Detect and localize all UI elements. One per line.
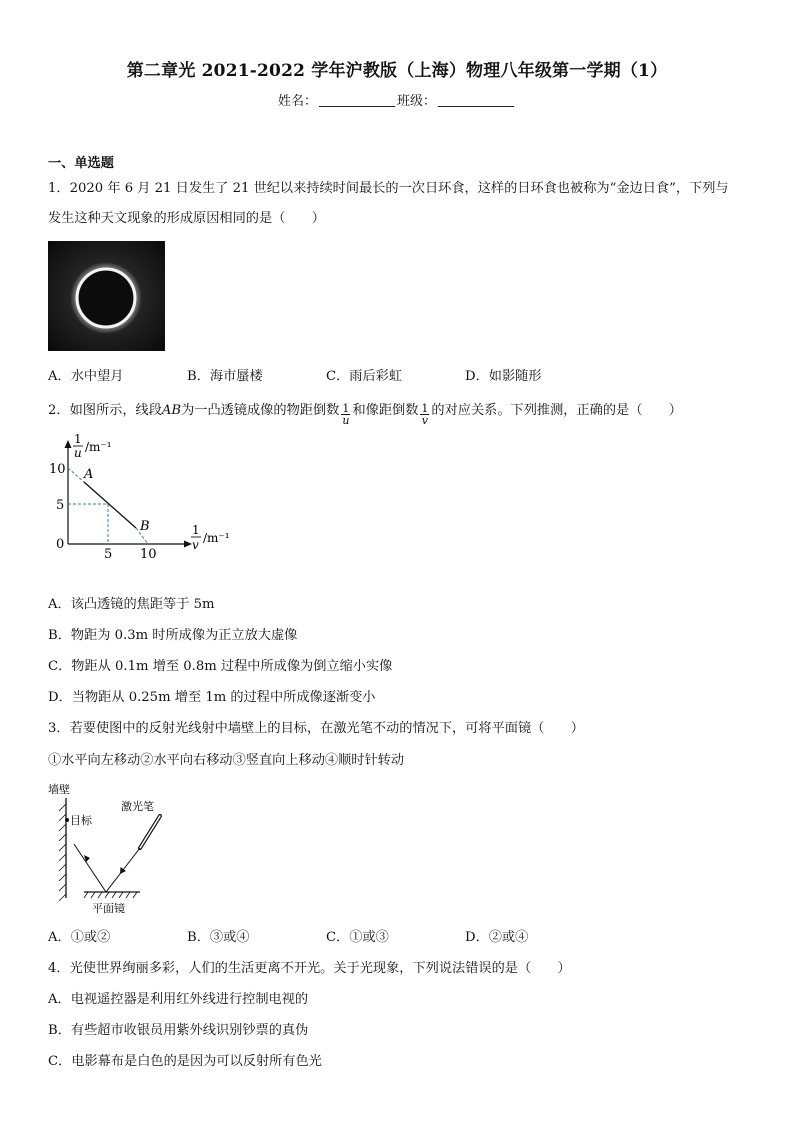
x-label-den: v [192,538,199,552]
x-tick-5: 5 [104,547,113,562]
x-unit: /m⁻¹ [203,531,230,545]
y-axis-arrow-icon [65,440,72,448]
segment-ab [84,482,136,528]
q2-option-c[interactable]: C．物距从 0.1m 增至 0.8m 过程中所成像为倒立缩小实像 [48,659,393,674]
y-label-den: u [74,446,82,460]
lens-graph [48,432,238,562]
q2-text-c: 和像距倒数 [352,403,419,418]
class-label: 班级： [397,94,437,109]
name-label: 姓名： [277,94,317,109]
q3-option-a[interactable]: A．①或② [48,930,111,945]
target-dot [65,818,69,822]
x-tick-10: 10 [140,547,157,562]
class-blank[interactable] [438,94,514,107]
dash-to-y10 [68,468,84,482]
x-axis-arrow-icon [184,541,192,548]
q3-text-line2: ①水平向左移动②水平向右移动③竖直向上移动④顺时针转动 [48,753,405,768]
x-label-num: 1 [192,523,200,537]
q2-text-b: 为一凸透镜成像的物距倒数 [181,403,340,418]
name-class-line [0,90,794,109]
page-title: 第二章光 2021-2022 学年沪教版（上海）物理八年级第一学期（1） [126,61,668,81]
mirror-diagram [44,782,174,917]
frac-1-over-u: $\frac{1}{u}$ [342,402,350,427]
q1-text-line1: 1．2020 年 6 月 21 日发生了 21 世纪以来持续时间最长的一次日环食，这样的日环食也被称为“金边日食”，下列与 [48,181,729,196]
q2-text [48,402,682,426]
q1-option-d[interactable]: D．如影随形 [465,369,542,384]
y-tick-10: 10 [49,462,66,477]
q3-option-d[interactable]: D．②或④ [465,930,529,945]
target-label: 目标 [70,814,92,827]
q2-text-d: 的对应关系。下列推测，正确的是（ ） [431,403,682,418]
q3-options [48,929,528,947]
mirror-hatch [84,892,137,898]
q3-text-line1: 3．若要使图中的反射光线射中墙壁上的目标，在激光笔不动的情况下，可将平面镜（ ） [48,721,584,736]
q3-option-b[interactable]: B．③或④ [187,930,250,945]
q4-option-c[interactable]: C．电影幕布是白色的是因为可以反射所有色光 [48,1054,322,1069]
y-unit: /m⁻¹ [85,440,112,454]
laser-label: 激光笔 [121,800,154,813]
q1-option-b[interactable]: B．海市蜃楼 [187,369,263,384]
q2-text-a: 2．如图所示，线段 [48,403,162,418]
eclipse-photo [48,241,165,351]
q1-options [48,368,542,386]
name-blank[interactable] [319,94,395,107]
mirror-label: 平面镜 [92,902,125,915]
q2-option-d[interactable]: D．当物距从 0.25m 增至 1m 的过程中所成像逐渐变小 [48,690,376,705]
q4-option-b[interactable]: B．有些超市收银员用紫外线识别钞票的真伪 [48,1023,309,1038]
q1-option-c[interactable]: C．雨后彩虹 [326,369,403,384]
q4-option-a[interactable]: A．电视遥控器是利用红外线进行控制电视的 [48,992,309,1007]
reflected-ray [74,844,106,892]
q3-option-c[interactable]: C．①或③ [326,930,389,945]
y-label-num: 1 [74,432,82,446]
q1-option-a[interactable]: A．水中望月 [48,369,124,384]
q2-option-a[interactable]: A．该凸透镜的焦距等于 5m [48,597,215,612]
y-tick-5: 5 [56,498,65,513]
point-a-label: A [84,467,94,482]
q1-text-line2: 发生这种天文现象的形成原因相同的是（ ） [48,211,325,226]
frac-1-over-v: $\frac{1}{v}$ [421,402,429,427]
point-b-label: B [140,519,150,534]
wall-label: 墙壁 [48,783,70,796]
wall-hatch [59,804,66,901]
q2-segment-ab: AB [161,403,182,418]
q2-option-b[interactable]: B．物距为 0.3m 时所成像为正立放大虚像 [48,628,298,643]
q4-text: 4．光使世界绚丽多彩，人们的生活更离不开光。关于光现象，下列说法错误的是（ ） [48,961,571,976]
section-heading: 一、单选题 [48,156,114,171]
origin-label: 0 [56,537,65,552]
